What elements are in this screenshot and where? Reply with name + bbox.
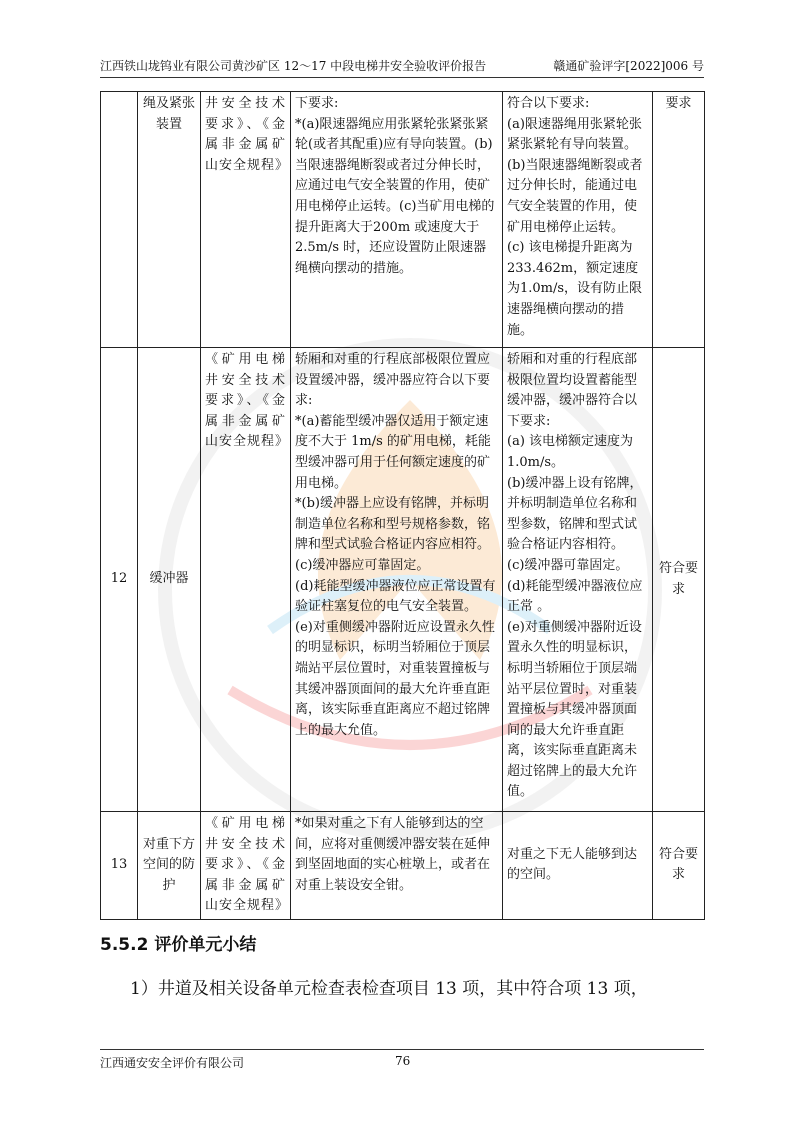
- actual-paragraph: (d)耗能型缓冲器液位应正常 。: [507, 578, 643, 615]
- requirement-paragraph: 下要求:: [295, 96, 339, 111]
- item-result: 符合要求: [653, 812, 705, 920]
- requirement-paragraph: *如果对重之下有人能够到达的空间，应将对重侧缓冲器安装在延伸到坚固地面的实心桩墩上，或者在对重上装设安全钳。: [295, 816, 491, 893]
- requirement-paragraph: (e)对重侧缓冲器附近应设置永久性的明显标识，标明当轿厢位于顶层端站平层位置时，对重装置撞板与其缓冲器顶面间的最大允许垂直距离，该实际垂直距离应不超过铭牌上的最大允值。: [295, 619, 495, 738]
- requirement-paragraph: (c)缓冲器应可靠固定。: [295, 557, 430, 573]
- table-row: [101, 92, 705, 348]
- actual-paragraph: (c)缓冲器可靠固定。: [507, 557, 629, 573]
- item-actual: [503, 812, 653, 920]
- item-basis: 井安全技术要求》、《金属非金属矿山安全规程》: [201, 92, 291, 348]
- item-number: 13: [101, 812, 138, 920]
- requirement-paragraph: (d)耗能型缓冲器液位应正常设置有验证柱塞复位的电气安全装置。: [295, 578, 496, 615]
- table-row: [101, 812, 705, 920]
- requirement-paragraph: *(b)缓冲器上应设有铭牌，并标明制造单位名称和型号规格参数，铭牌和型式试验合格证内容应相符。: [295, 496, 491, 553]
- section-heading: 5.5.2 评价单元小结: [100, 935, 257, 955]
- actual-paragraph: (b)缓冲器上设有铭牌，并标明制造单位名称和型参数，铭牌和型式试验合格证内容相符。: [507, 475, 643, 553]
- item-name: 缓冲器: [138, 348, 201, 812]
- actual-paragraph: 符合以下要求:: [507, 96, 590, 111]
- item-requirement: [291, 348, 503, 812]
- inspection-checklist-table: [100, 91, 705, 920]
- footer-company: 江西通安安全评价有限公司: [100, 1056, 245, 1070]
- report-number: 赣通矿验评字[2022]006 号: [553, 59, 704, 73]
- item-result: 符合要求: [653, 348, 705, 812]
- actual-paragraph: 轿厢和对重的行程底部极限位置均设置蓄能型缓冲器，缓冲器符合以下要求:: [507, 352, 638, 429]
- requirement-paragraph: *(a)限速器绳应用张紧轮张紧张紧轮(或者其配重)应有导向装置。(b)当限速器绳断裂或者过分伸长时，应通过电气安全装置的作用，使矿用电梯停止运转。(c)当矿用电梯的提升距离大于200m 或速度大于 2.5m/s 时，还应设置防止限速器绳横向摆动的措施。: [295, 116, 495, 276]
- requirement-paragraph: 轿厢和对重的行程底部极限位置应设置缓冲器，缓冲器应符合以下要求:: [295, 352, 491, 409]
- page-footer: [100, 1049, 704, 1070]
- actual-paragraph: (a) 该电梯额定速度为 1.0m/s。: [507, 434, 634, 470]
- item-name: 绳及紧张装置: [138, 92, 201, 348]
- item-basis: 《矿用电梯井安全技术要求》、《金属非金属矿山安全规程》: [201, 348, 291, 812]
- item-actual: [503, 348, 653, 812]
- actual-paragraph: (a)限速器绳用张紧轮张紧张紧轮有导向装置。: [507, 116, 642, 153]
- requirement-paragraph: *(a)蓄能型缓冲器仅适用于额定速度不大于 1m/s 的矿用电梯，耗能型缓冲器可用于任何额定速度的矿用电梯。: [295, 413, 491, 491]
- actual-paragraph: (b)当限速器绳断裂或者过分伸长时，能通过电气安全装置的作用，使矿用电梯停止运转。: [507, 157, 643, 235]
- item-number: [101, 92, 138, 348]
- actual-paragraph: (e)对重侧缓冲器附近设置永久性的明显标识，标明当轿厢位于顶层端站平层位置时，对重装置撞板与其缓冲器顶面间的最大允许垂直距离，该实际垂直距离未超过铭牌上的最大允许值。: [507, 619, 642, 800]
- item-requirement: [291, 812, 503, 920]
- item-number: 12: [101, 348, 138, 812]
- summary-paragraph: 1）井道及相关设备单元检查表检查项目 13 项，其中符合项 13 项，: [130, 979, 648, 999]
- page-number: 76: [395, 1054, 411, 1068]
- item-result: 要求: [653, 92, 705, 348]
- item-actual: [503, 92, 653, 348]
- item-requirement: [291, 92, 503, 348]
- actual-paragraph: (c) 该电梯提升距离为233.462m，额定速度为1.0m/s，设有防止限速器绳横向摆动的措施。: [507, 240, 643, 338]
- item-basis: 《矿用电梯井安全技术要求》、《金属非金属矿山安全规程》: [201, 812, 291, 920]
- table-row: [101, 348, 705, 812]
- actual-paragraph: 对重之下无人能够到达的空间。: [507, 846, 638, 883]
- page-header: [100, 55, 704, 78]
- report-title: 江西铁山垅钨业有限公司黄沙矿区 12～17 中段电梯井安全验收评价报告: [100, 59, 487, 73]
- item-name: 对重下方空间的防护: [138, 812, 201, 920]
